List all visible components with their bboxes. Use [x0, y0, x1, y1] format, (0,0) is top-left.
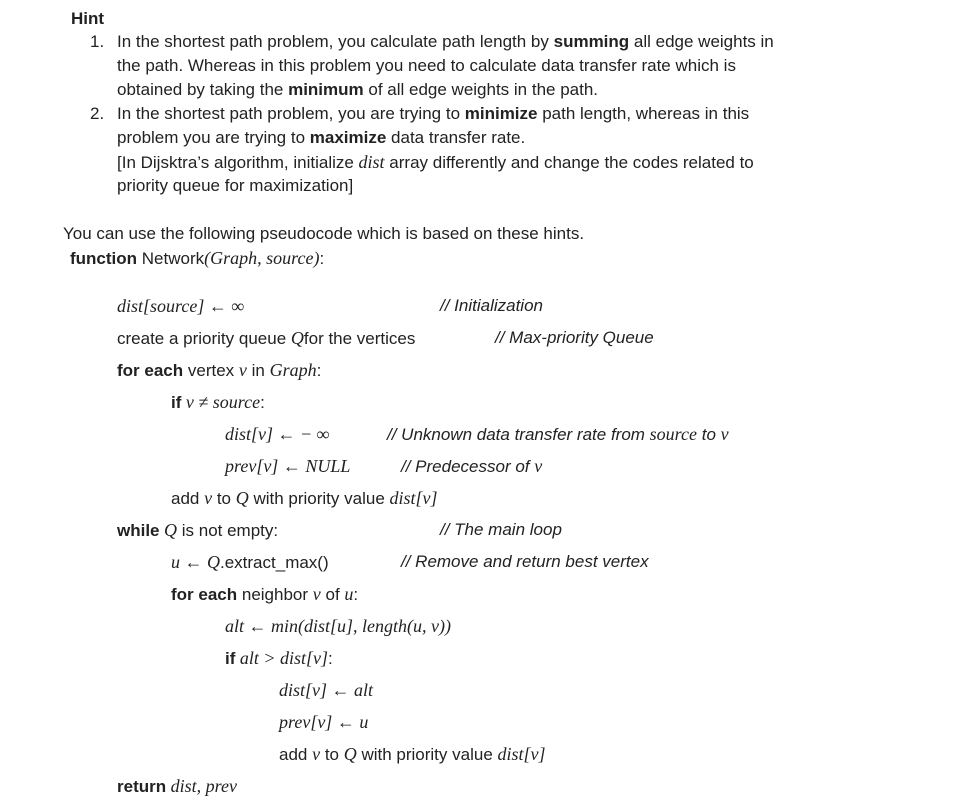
text-run: to	[212, 489, 236, 508]
math-expr: dist[source] ← ∞	[117, 296, 245, 316]
math-var: v	[312, 584, 321, 604]
text-run: for the vertices	[303, 329, 416, 348]
keyword: function	[70, 249, 138, 268]
comment-text: // Unknown data transfer rate from	[387, 425, 650, 444]
math-var: v	[238, 360, 247, 380]
code-line-12	[225, 646, 333, 671]
text-run: neighbor	[237, 585, 313, 604]
text-run: In the shortest path problem, you calculate path length by	[117, 32, 554, 51]
text-run: add	[171, 489, 205, 508]
math-expr: dist[v] ← − ∞	[225, 424, 330, 444]
code-comment-8: // The main loop	[440, 520, 562, 539]
bold-text: summing	[553, 32, 630, 51]
math-var: v	[312, 744, 321, 764]
code-line-15	[279, 742, 546, 767]
hint-item-1-line-1	[117, 30, 774, 54]
code-line-6	[225, 454, 350, 479]
code-line-8	[117, 518, 278, 543]
code-line-1	[117, 294, 244, 319]
text-run: problem you are trying to	[117, 128, 310, 147]
function-name: Network	[137, 249, 205, 268]
text-run: create a priority queue	[117, 329, 291, 348]
math-var: Q	[235, 488, 249, 508]
math-expr: prev[v] ← NULL	[225, 456, 351, 476]
keyword: if	[171, 393, 182, 412]
text-run: all edge weights in	[629, 32, 774, 51]
code-line-4	[171, 390, 265, 415]
math-var: Q	[159, 520, 178, 540]
text-run: add	[279, 745, 313, 764]
keyword: for each	[117, 361, 184, 380]
math-var: u	[344, 584, 354, 604]
code-line-10	[171, 582, 358, 607]
math-expr: dist[v] ← alt	[279, 680, 374, 700]
text-run: path length, whereas in this	[537, 104, 750, 123]
keyword: for each	[171, 585, 238, 604]
hint-title: Hint	[71, 9, 105, 28]
math-expr: u ← Q	[171, 552, 220, 572]
math-expr: alt > dist[v]	[235, 648, 329, 668]
math-var: Graph	[269, 360, 317, 380]
hint-item-2-line-3	[117, 150, 754, 175]
math-expr: dist[v]	[497, 744, 546, 764]
code-line-16	[117, 774, 237, 799]
function-signature	[70, 246, 324, 271]
code-line-11	[225, 614, 451, 639]
hint-item-2-number: 2.	[90, 104, 105, 123]
code-comment-1: // Initialization	[440, 296, 543, 315]
math-expr: dist, prev	[166, 776, 237, 796]
hint-item-2-line-1	[117, 102, 749, 126]
code-line-2	[117, 326, 415, 351]
math-var: Q	[343, 744, 357, 764]
text-run: .extract_max()	[220, 553, 329, 572]
comment-text: to	[697, 425, 721, 444]
math-expr: v ≠ source	[181, 392, 261, 412]
colon: :	[260, 393, 265, 412]
colon: :	[316, 361, 322, 380]
text-run: of	[320, 585, 345, 604]
code-line-5	[225, 422, 329, 447]
text-run: obtained by taking the	[117, 80, 289, 99]
text-run: is not empty:	[177, 521, 279, 540]
text-run: array differently and change the codes related to	[384, 153, 754, 172]
bold-text: maximize	[309, 128, 387, 147]
code-comment-9: // Remove and return best vertex	[401, 552, 649, 571]
text-run: data transfer rate.	[386, 128, 526, 147]
colon: :	[353, 585, 359, 604]
code-comment-6	[401, 454, 542, 479]
intro-text: You can use the following pseudocode which is based on these hints.	[63, 224, 585, 243]
math-var: v	[534, 456, 543, 476]
math-var: v	[720, 424, 729, 444]
colon: :	[328, 649, 333, 668]
hint-item-1-number: 1.	[90, 32, 105, 51]
math-expr: alt ← min(dist[u], length(u, v))	[225, 616, 451, 636]
keyword: while	[117, 521, 160, 540]
math-expr: prev[v] ← u	[279, 712, 369, 732]
hint-item-2-line-4: priority queue for maximization]	[117, 176, 354, 195]
code-comment-5	[387, 422, 729, 447]
code-line-7	[171, 486, 438, 511]
text-run: In the shortest path problem, you are trying to	[117, 104, 465, 123]
bold-text: minimize	[464, 104, 538, 123]
hint-item-1-line-3	[117, 78, 598, 102]
math-var: v	[204, 488, 213, 508]
text-run: [In Dijsktra’s algorithm, initialize	[117, 153, 359, 172]
text-run: in	[246, 361, 270, 380]
text-run: vertex	[183, 361, 239, 380]
keyword: if	[225, 649, 236, 668]
code-line-3	[117, 358, 321, 383]
keyword: return	[117, 777, 167, 796]
code-line-14	[279, 710, 368, 735]
math-var: Q	[290, 328, 304, 348]
hint-item-2-line-2	[117, 126, 525, 150]
code-line-9	[171, 550, 329, 575]
hint-item-1-line-2: the path. Whereas in this problem you need to calculate data transfer rate which is	[117, 56, 736, 75]
text-run: with priority value	[356, 745, 498, 764]
text-run: with priority value	[248, 489, 390, 508]
math-var: source	[649, 424, 697, 444]
function-params: (Graph, source)	[204, 248, 320, 268]
colon: :	[319, 249, 325, 268]
code-line-13	[279, 678, 373, 703]
text-run: of all edge weights in the path.	[363, 80, 599, 99]
math-var: dist	[358, 152, 385, 172]
text-run: to	[320, 745, 344, 764]
code-comment-2: // Max-priority Queue	[495, 328, 654, 347]
bold-text: minimum	[288, 80, 364, 99]
comment-text: // Predecessor of	[401, 457, 535, 476]
math-expr: dist[v]	[389, 488, 438, 508]
